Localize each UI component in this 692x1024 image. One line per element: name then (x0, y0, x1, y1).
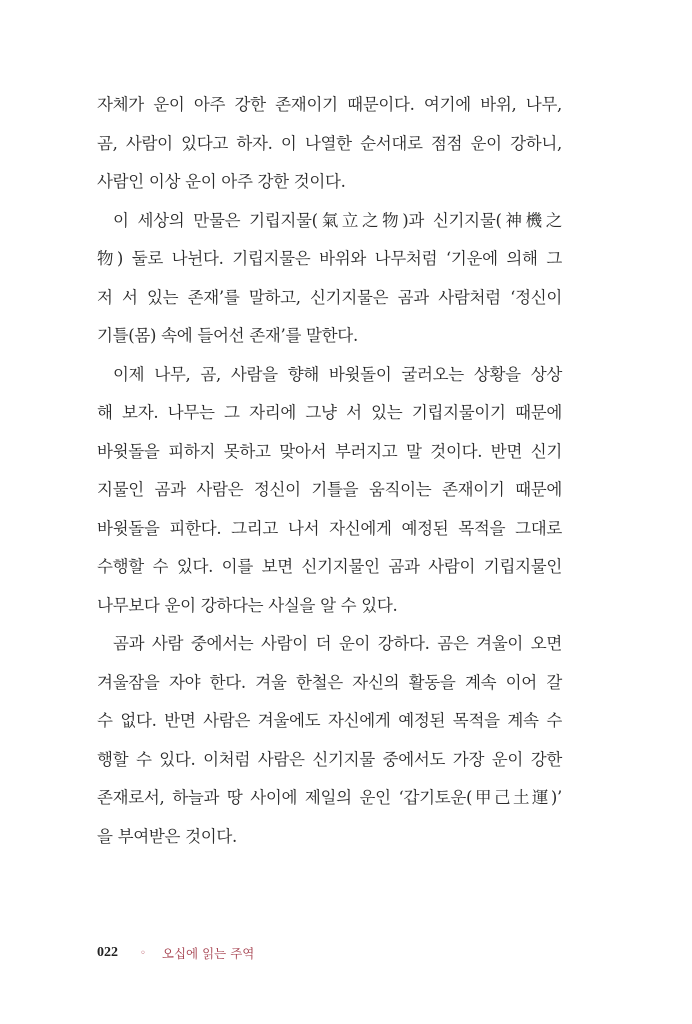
text-line: 해 보자. 나무는 그 자리에 그냥 서 있는 기립지물이기 때문에 (97, 403, 562, 422)
text-line: 곰과 사람 중에서는 사람이 더 운이 강하다. 곰은 겨울이 오면 (113, 634, 562, 653)
page-footer (97, 944, 254, 962)
text-line: 수행할 수 있다. 이를 보면 신기지물인 곰과 사람이 기립지물인 (97, 557, 562, 576)
text-line: 수 없다. 반면 사람은 겨울에도 자신에게 예정된 목적을 계속 수 (97, 711, 562, 730)
page-number: 022 (97, 945, 118, 960)
text-line: 物) 둘로 나뉜다. 기립지물은 바위와 나무처럼 ‘기운에 의해 그 (97, 249, 562, 268)
text-line: 저 서 있는 존재’를 말하고, 신기지물은 곰과 사람처럼 ‘정신이 (97, 287, 562, 307)
body-text (97, 86, 562, 856)
text-line: 바윗돌을 피한다. 그리고 나서 자신에게 예정된 목적을 그대로 (97, 518, 562, 538)
text-line: 이 세상의 만물은 기립지물(氣立之物)과 신기지물(神機之 (113, 210, 562, 230)
separator-dot-icon: ◦ (140, 947, 146, 959)
text-line: 곰, 사람이 있다고 하자. 이 나열한 순서대로 점점 운이 강하니, (97, 133, 562, 153)
text-line: 기틀(몸) 속에 들어선 존재’를 말한다. (97, 326, 358, 345)
text-line: 바윗돌을 피하지 못하고 맞아서 부러지고 말 것이다. 반면 신기 (97, 441, 562, 461)
text-line: 을 부여받은 것이다. (97, 826, 237, 846)
text-line: 나무보다 운이 강하다는 사실을 알 수 있다. (97, 595, 398, 615)
text-line: 겨울잠을 자야 한다. 겨울 한철은 자신의 활동을 계속 이어 갈 (97, 672, 562, 692)
text-line: 지물인 곰과 사람은 정신이 기틀을 움직이는 존재이기 때문에 (97, 480, 562, 499)
text-line: 이제 나무, 곰, 사람을 향해 바윗돌이 굴러오는 상황을 상상 (113, 364, 562, 384)
text-line: 행할 수 있다. 이처럼 사람은 신기지물 중에서도 가장 운이 강한 (97, 749, 562, 769)
text-line: 자체가 운이 아주 강한 존재이기 때문이다. 여기에 바위, 나무, (97, 95, 562, 114)
book-title: 오십에 읽는 주역 (161, 946, 255, 961)
text-line: 사람인 이상 운이 아주 강한 것이다. (97, 172, 346, 191)
text-line: 존재로서, 하늘과 땅 사이에 제일의 운인 ‘갑기토운(甲己土運)’ (97, 788, 562, 807)
